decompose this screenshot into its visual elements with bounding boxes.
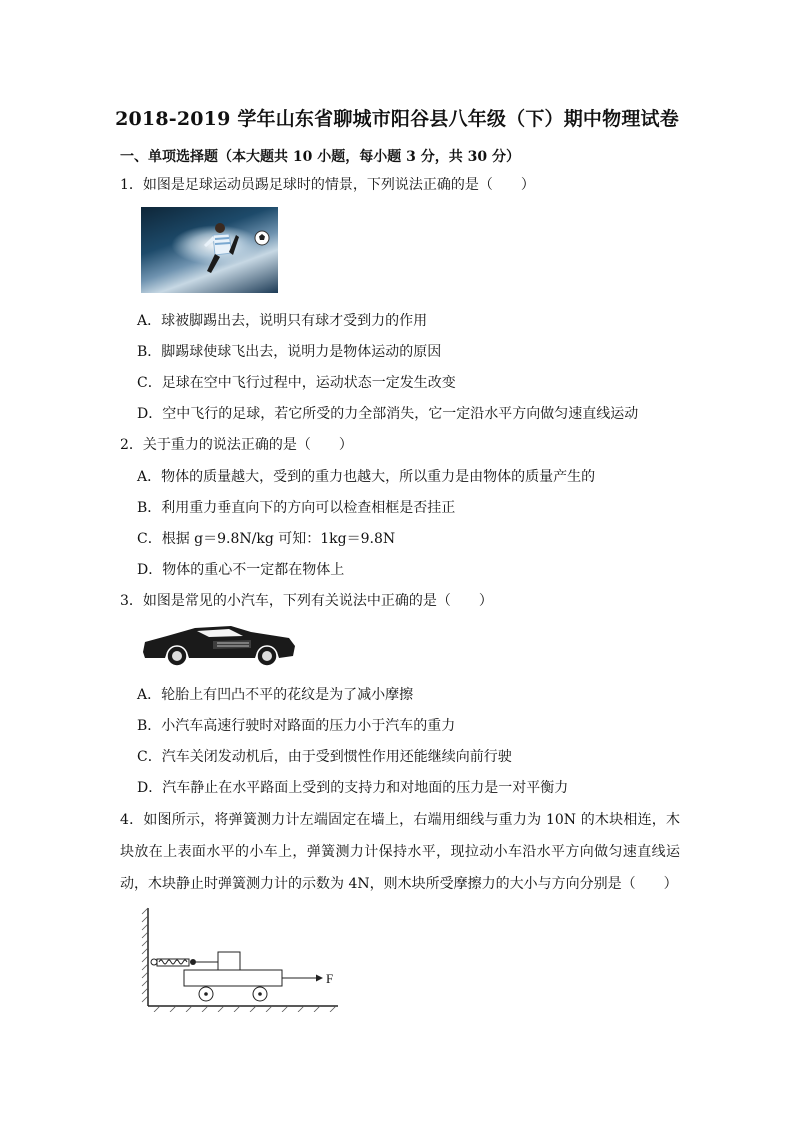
soccer-player-icon — [203, 221, 239, 283]
question-4-stem: 4．如图所示，将弹簧测力计左端固定在墙上，右端用细线与重力为 10N 的木块相连，木块放在上表面水平的小车上，弹簧测力计保持水平，现拉动小车沿水平方向做匀速直线运动，木块静止时弹簧测力计的示数为 4N，则木块所受摩擦力的大小与方向分别是（ ） — [120, 812, 680, 892]
question-2-option-c: C．根据 g＝9.8N/kg 可知：1kg＝9.8N — [137, 531, 396, 547]
car-illustration — [139, 622, 297, 668]
question-3-option-a: A．轮胎上有凹凸不平的花纹是为了减小摩擦 — [137, 687, 414, 703]
force-label: F — [326, 971, 334, 986]
wooden-block — [218, 952, 240, 970]
spring-scale-diagram — [140, 906, 345, 1012]
question-3-option-c: C．汽车关闭发动机后，由于受到惯性作用还能继续向前行驶 — [137, 749, 512, 765]
soccer-ball-icon — [253, 229, 271, 247]
question-3-option-b: B．小汽车高速行驶时对路面的压力小于汽车的重力 — [137, 718, 456, 734]
question-3-stem: 3．如图是常见的小汽车，下列有关说法中正确的是（ ） — [120, 593, 493, 609]
question-2-option-b: B．利用重力垂直向下的方向可以检查相框是否挂正 — [137, 500, 456, 516]
question-1-option-c: C．足球在空中飞行过程中，运动状态一定发生改变 — [137, 375, 456, 391]
question-1-option-a: A．球被脚踢出去，说明只有球才受到力的作用 — [137, 313, 428, 329]
spring-scale — [151, 959, 196, 966]
section-heading: 一、单项选择题（本大题共 10 小题，每小题 3 分，共 30 分） — [120, 149, 520, 165]
question-2-option-d: D．物体的重心不一定都在物体上 — [137, 562, 345, 578]
question-1-option-b: B．脚踢球使球飞出去，说明力是物体运动的原因 — [137, 344, 442, 360]
question-3-option-d: D．汽车静止在水平路面上受到的支持力和对地面的压力是一对平衡力 — [137, 780, 569, 796]
cart-body — [184, 970, 282, 986]
question-2-stem: 2．关于重力的说法正确的是（ ） — [120, 437, 353, 453]
question-1-option-d: D．空中飞行的足球，若它所受的力全部消失，它一定沿水平方向做匀速直线运动 — [137, 406, 639, 422]
question-1-stem: 1．如图是足球运动员踢足球时的情景，下列说法正确的是（ ） — [120, 177, 535, 193]
page-title: 2018-2019 学年山东省聊城市阳谷县八年级（下）期中物理试卷 — [115, 108, 679, 130]
soccer-player-photo — [141, 207, 278, 293]
question-2-option-a: A．物体的质量越大，受到的重力也越大，所以重力是由物体的质量产生的 — [137, 469, 596, 485]
